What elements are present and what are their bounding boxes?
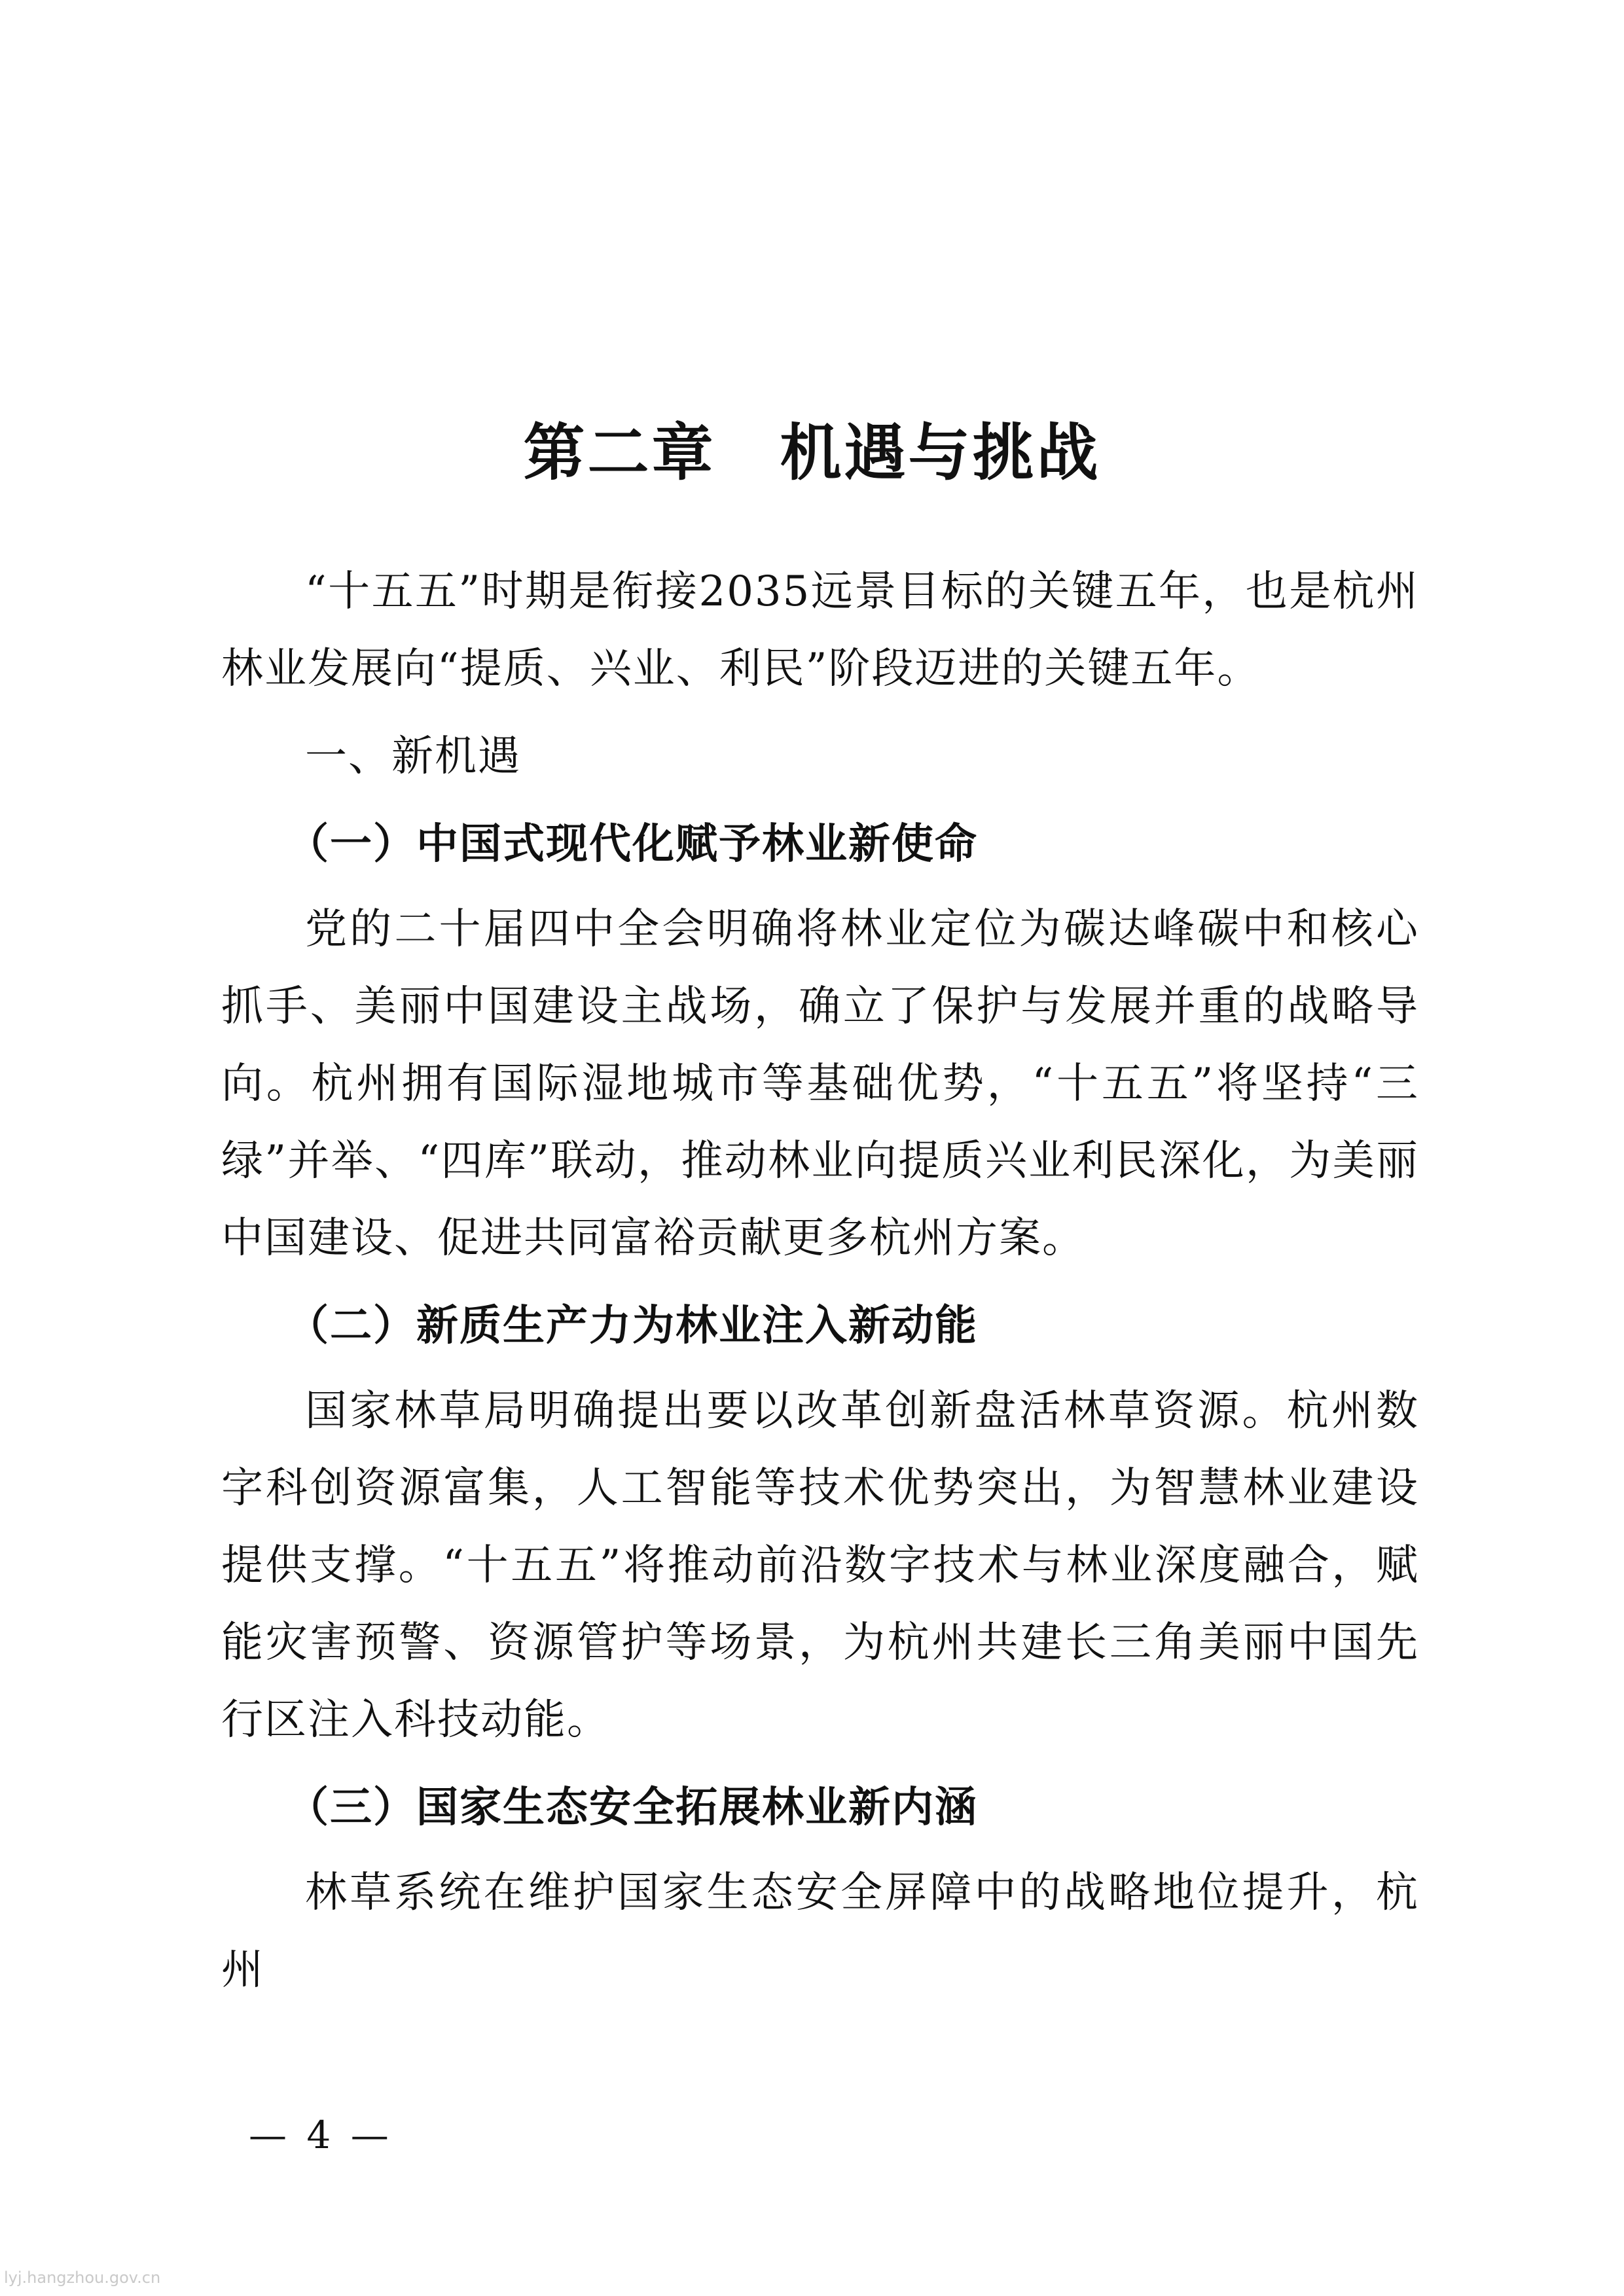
intro-paragraph: “十五五”时期是衔接2035远景目标的关键五年，也是杭州林业发展向“提质、兴业、利民”阶段迈进的关键五年。 [221,567,1419,693]
subsection-heading-1: （一）中国式现代化赋予林业新使命 [287,820,978,869]
subsection-paragraph-1: 党的二十届四中全会明确将林业定位为碳达峰碳中和核心抓手、美丽中国建设主战场，确立了保护与发展并重的战略导向。杭州拥有国际湿地城市等基础优势，“十五五”将坚持“三绿”并举、“四库”联动，推动林业向提质兴业利民深化，为美丽中国建设、促进共同富裕贡献更多杭州方案。 [221,905,1419,1263]
page-number: — 4 — [249,2113,393,2157]
subsection-paragraph-2: 国家林草局明确提出要以改革创新盘活林草资源。杭州数字科创资源富集，人工智能等技术优势突出，为智慧林业建设提供支撑。“十五五”将推动前沿数字技术与林业深度融合，赋能灾害预警、资源管护等场景，为杭州共建长三角美丽中国先行区注入科技动能。 [221,1387,1419,1744]
subsection-paragraph-3: 林草系统在维护国家生态安全屏障中的战略地位提升，杭州 [221,1869,1419,1994]
site-watermark: lyj.hangzhou.gov.cn [4,2269,161,2287]
subsection-heading-2: （二）新质生产力为林业注入新动能 [287,1302,978,1350]
section-heading: 一、新机遇 [305,732,521,781]
chapter-title: 第二章 机遇与挑战 [523,418,1101,489]
document-body [221,553,1419,2009]
subsection-heading-3: （三）国家生态安全拓展林业新内涵 [287,1784,978,1832]
